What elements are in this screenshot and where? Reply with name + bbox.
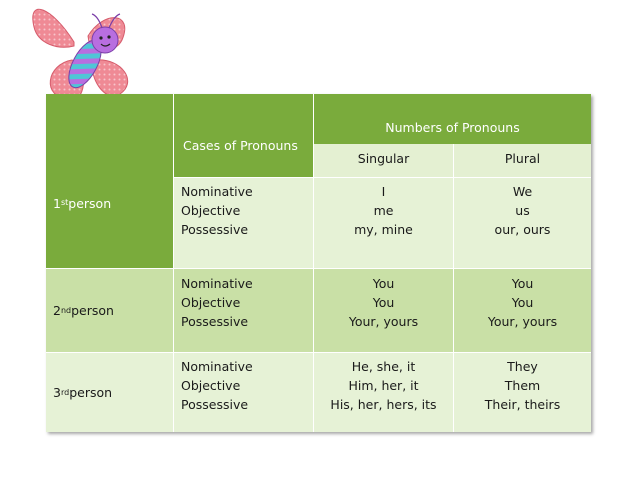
plural-possessive: Your, yours xyxy=(487,314,558,329)
row-3-plural xyxy=(453,352,591,432)
plural-nominative: They xyxy=(507,359,538,374)
row-1-singular xyxy=(313,177,453,268)
singular-objective: You xyxy=(372,295,395,310)
row-1-cases xyxy=(173,177,313,268)
singular-header-cell xyxy=(313,144,453,177)
plural-possessive: our, ours xyxy=(494,222,551,237)
numbers-header-cell xyxy=(313,94,591,144)
case-objective: Objective xyxy=(181,295,241,310)
singular-nominative: You xyxy=(372,276,395,291)
plural-objective: us xyxy=(515,203,530,218)
case-nominative: Nominative xyxy=(181,184,253,199)
person-word: person xyxy=(69,385,113,400)
person-num: 1 xyxy=(53,195,61,211)
row-1-plural xyxy=(453,177,591,268)
butterfly-icon xyxy=(22,2,140,104)
plural-nominative: We xyxy=(512,184,533,199)
row-2-person-label: 2 nd person xyxy=(46,268,173,352)
singular-nominative: He, she, it xyxy=(351,359,416,374)
row-3-singular xyxy=(313,352,453,432)
singular-nominative: I xyxy=(381,184,386,199)
case-objective: Objective xyxy=(181,203,241,218)
singular-objective: Him, her, it xyxy=(348,378,419,393)
header-corner-cell xyxy=(46,94,173,268)
row-3-cases xyxy=(173,352,313,432)
row-3-person-label: 3 rd person xyxy=(46,352,173,432)
case-nominative: Nominative xyxy=(181,359,253,374)
pronouns-table xyxy=(46,94,591,432)
singular-objective: me xyxy=(373,203,394,218)
plural-objective: Them xyxy=(504,378,541,393)
case-objective: Objective xyxy=(181,378,241,393)
case-possessive: Possessive xyxy=(181,222,249,237)
row-2-cases xyxy=(173,268,313,352)
singular-header-label: Singular xyxy=(357,151,410,166)
cases-header-label: Cases of Pronouns xyxy=(183,138,298,153)
person-word: person xyxy=(68,195,112,211)
case-possessive: Possessive xyxy=(181,314,249,329)
plural-nominative: You xyxy=(511,276,534,291)
numbers-header-label: Numbers of Pronouns xyxy=(385,120,520,135)
person-word: person xyxy=(71,303,114,318)
plural-possessive: Their, theirs xyxy=(484,397,561,412)
case-nominative: Nominative xyxy=(181,276,253,291)
singular-possessive: my, mine xyxy=(354,222,413,237)
plural-objective: You xyxy=(511,295,534,310)
cases-header-cell xyxy=(173,94,313,177)
row-2-singular xyxy=(313,268,453,352)
plural-header-cell xyxy=(453,144,591,177)
person-num: 2 xyxy=(53,303,61,318)
row-1-person-label: 1 st person xyxy=(53,195,112,211)
row-2-plural xyxy=(453,268,591,352)
case-possessive: Possessive xyxy=(181,397,249,412)
plural-header-label: Plural xyxy=(504,151,541,166)
singular-possessive: His, her, hers, its xyxy=(330,397,437,412)
person-num: 3 xyxy=(53,385,61,400)
singular-possessive: Your, yours xyxy=(348,314,419,329)
